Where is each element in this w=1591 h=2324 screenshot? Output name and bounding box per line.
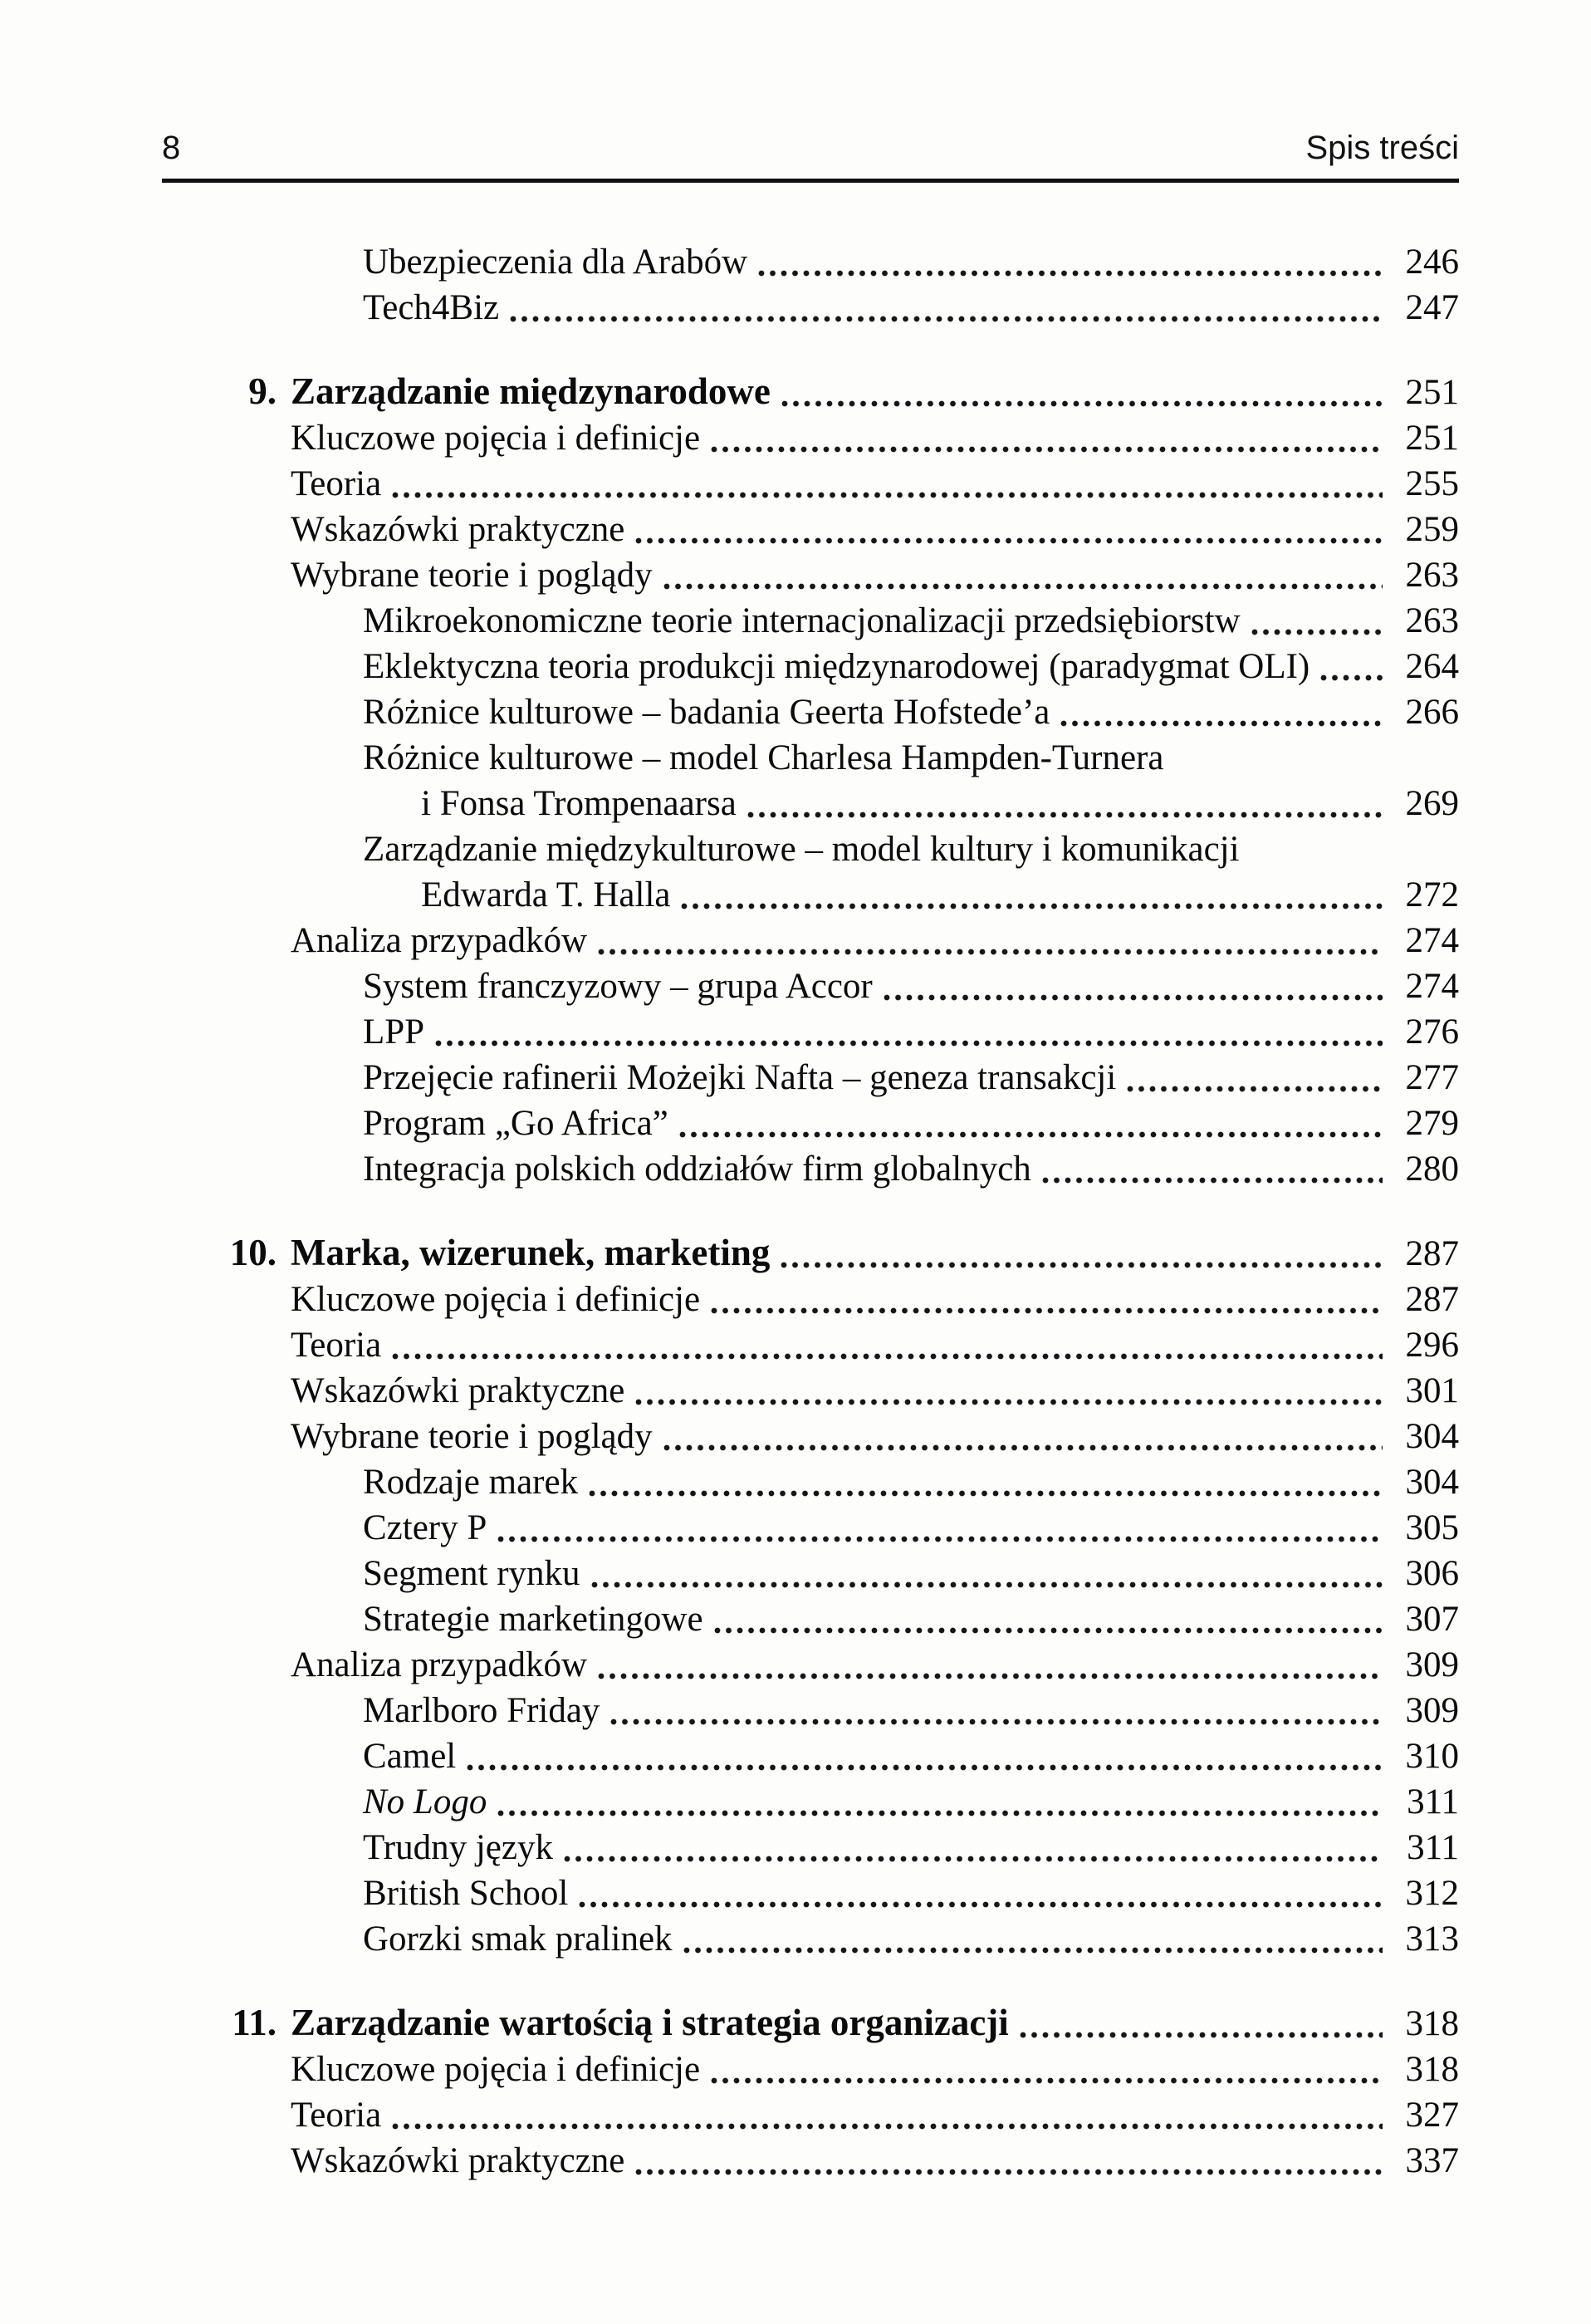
toc-entry-continuation: Edwarda T. Halla (421, 875, 671, 914)
toc-entry (162, 461, 1459, 507)
dot-leader (678, 1130, 1383, 1140)
entry-page-number: 311 (1407, 1782, 1459, 1821)
toc-entry-label: Wskazówki praktyczne (291, 510, 625, 549)
toc-entry-label: British School (363, 1874, 569, 1913)
toc (162, 239, 1459, 2184)
entry-page-number: 318 (1405, 2050, 1459, 2089)
entry-page-number: 304 (1405, 1463, 1459, 1502)
toc-entry (162, 2092, 1459, 2138)
dot-leader (747, 810, 1383, 820)
entry-page-number: 274 (1405, 921, 1459, 960)
entry-page-number: 279 (1405, 1104, 1459, 1143)
toc-entry-label: Wybrane teorie i poglądy (291, 1417, 653, 1456)
dot-leader (663, 581, 1383, 591)
toc-entry-label: Zarządzanie międzynarodowe (291, 370, 771, 412)
toc-entry-label: Mikroekonomiczne teorie internacjonalizacji przedsiębiorstw (363, 601, 1241, 640)
toc-entry-label: Zarządzanie międzykulturowe – model kultury i komunikacji (363, 830, 1240, 869)
toc-entry (162, 1009, 1459, 1055)
entry-page-number: 309 (1405, 1691, 1459, 1730)
entry-page-number: 309 (1405, 1645, 1459, 1684)
toc-entry (162, 1825, 1459, 1870)
entry-page-number: 296 (1405, 1326, 1459, 1365)
dot-leader (1041, 1175, 1383, 1185)
dot-leader (1019, 2030, 1383, 2040)
entry-page-number: 272 (1405, 875, 1459, 914)
entry-page-number: 318 (1405, 2004, 1459, 2043)
dot-leader (634, 536, 1383, 546)
toc-entry (162, 507, 1459, 552)
dot-leader (1060, 718, 1383, 728)
toc-entry-label: Różnice kulturowe – badania Geerta Hofstede’a (363, 693, 1050, 732)
entry-page-number: 306 (1405, 1554, 1459, 1593)
toc-entry-label: Teoria (291, 1326, 382, 1365)
dot-leader (780, 1260, 1383, 1270)
dot-leader (634, 2167, 1383, 2177)
toc-entry-label: Gorzki smak pralinek (363, 1920, 673, 1959)
toc-entry (162, 644, 1459, 689)
toc-entry-label: Rodzaje marek (363, 1463, 579, 1502)
toc-entry (162, 1642, 1459, 1688)
dot-leader (663, 1443, 1383, 1453)
entry-page-number: 259 (1405, 510, 1459, 549)
toc-entry-label: Wskazówki praktyczne (291, 2141, 625, 2180)
toc-entry-label: No Logo (363, 1782, 487, 1821)
dot-leader (391, 2121, 1383, 2131)
dot-leader (781, 399, 1383, 409)
toc-entry (162, 1733, 1459, 1779)
entry-page-number: 312 (1405, 1874, 1459, 1913)
toc-entry-label: Kluczowe pojęcia i definicje (291, 1280, 701, 1319)
entry-page-number: 255 (1405, 464, 1459, 503)
toc-entry-label: Teoria (291, 2096, 382, 2135)
toc-entry-label: Tech4Biz (363, 288, 500, 327)
entry-page-number: 246 (1405, 243, 1459, 282)
dot-leader (497, 1808, 1383, 1818)
toc-entry (162, 2000, 1459, 2047)
toc-entry (162, 552, 1459, 598)
dot-leader (1319, 673, 1383, 683)
toc-entry-label: Wskazówki praktyczne (291, 1371, 625, 1410)
entry-page-number: 276 (1405, 1012, 1459, 1052)
entry-page-number: 266 (1405, 693, 1459, 732)
entry-page-number: 327 (1405, 2096, 1459, 2135)
toc-entry (162, 369, 1459, 415)
entry-page-number: 251 (1405, 419, 1459, 458)
toc-entry-label: Integracja polskich oddziałów firm globalnych (363, 1150, 1031, 1189)
toc-entry-continuation: i Fonsa Trompenaarsa (421, 784, 737, 823)
toc-entry (162, 1916, 1459, 1962)
toc-entry (162, 918, 1459, 963)
dot-leader (590, 1580, 1383, 1590)
dot-leader (710, 444, 1383, 454)
entry-page-number: 263 (1405, 601, 1459, 640)
dot-leader (609, 1717, 1383, 1727)
toc-entry-label: Trudny język (363, 1828, 553, 1867)
toc-entry (162, 1505, 1459, 1551)
toc-entry (162, 1870, 1459, 1916)
entry-page-number: 287 (1405, 1234, 1459, 1273)
toc-entry-label: Analiza przypadków (291, 921, 587, 960)
dot-leader (1126, 1084, 1383, 1094)
toc-entry-label: Analiza przypadków (291, 1645, 587, 1684)
entry-page-number: 307 (1405, 1600, 1459, 1639)
dot-leader (597, 947, 1383, 957)
toc-entry-label: Wybrane teorie i poglądy (291, 556, 653, 595)
toc-entry-label: Przejęcie rafinerii Możejki Nafta – geneza transakcji (363, 1058, 1117, 1097)
dot-leader (883, 993, 1383, 1003)
entry-page-number: 304 (1405, 1417, 1459, 1456)
dot-leader (563, 1854, 1383, 1864)
chapter-number: 11. (232, 2002, 277, 2043)
entry-page-number: 310 (1405, 1737, 1459, 1776)
toc-entry (162, 1368, 1459, 1414)
toc-entry (162, 1230, 1459, 1277)
dot-leader (680, 901, 1383, 911)
toc-entry (162, 1596, 1459, 1642)
toc-entry (162, 689, 1459, 735)
toc-entry-label: Kluczowe pojęcia i definicje (291, 419, 701, 458)
toc-entry (162, 1322, 1459, 1368)
chapter-number: 9. (248, 370, 277, 412)
entry-page-number: 311 (1407, 1828, 1459, 1867)
toc-entry-label: Camel (363, 1737, 457, 1776)
dot-leader (588, 1488, 1383, 1498)
toc-entry (162, 598, 1459, 644)
dot-leader (391, 490, 1383, 500)
toc-entry-label: Teoria (291, 464, 382, 503)
toc-entry-label: Eklektyczna teoria produkcji międzynarodowej (paradygmat OLI) (363, 647, 1310, 686)
entry-page-number: 301 (1405, 1371, 1459, 1410)
dot-leader (434, 1038, 1383, 1048)
toc-entry-label: Zarządzanie wartością i strategia organizacji (291, 2002, 1009, 2043)
toc-entry-label: LPP (363, 1012, 425, 1052)
toc-entry (162, 2047, 1459, 2092)
toc-entry (162, 415, 1459, 461)
toc-entry (162, 285, 1459, 331)
dot-leader (578, 1900, 1383, 1910)
toc-entry (162, 1277, 1459, 1322)
dot-leader (710, 1306, 1383, 1316)
dot-leader (634, 1397, 1383, 1407)
entry-page-number: 305 (1405, 1508, 1459, 1547)
header-title: Spis treści (1305, 130, 1459, 166)
dot-leader (391, 1351, 1383, 1361)
toc-entry-label: Cztery P (363, 1508, 487, 1547)
entry-page-number: 313 (1405, 1920, 1459, 1959)
dot-leader (757, 268, 1383, 278)
dot-leader (497, 1534, 1383, 1544)
toc-entry (162, 826, 1459, 918)
entry-page-number: 287 (1405, 1280, 1459, 1319)
toc-entry-label: Marka, wizerunek, marketing (291, 1232, 771, 1273)
entry-page-number: 269 (1405, 784, 1459, 823)
toc-entry-label: Marlboro Friday (363, 1691, 600, 1730)
entry-page-number: 337 (1405, 2141, 1459, 2180)
dot-leader (710, 2076, 1383, 2086)
toc-entry-label: Program „Go Africa” (363, 1104, 668, 1143)
toc-entry (162, 2138, 1459, 2184)
toc-entry (162, 963, 1459, 1009)
entry-page-number: 274 (1405, 967, 1459, 1006)
entry-page-number: 247 (1405, 288, 1459, 327)
entry-page-number: 263 (1405, 556, 1459, 595)
book-page (162, 130, 1459, 2184)
toc-entry-label: Ubezpieczenia dla Arabów (363, 243, 748, 282)
toc-entry (162, 1779, 1459, 1825)
dot-leader (597, 1671, 1383, 1681)
toc-entry-label: Kluczowe pojęcia i definicje (291, 2050, 701, 2089)
toc-entry-label: System franczyzowy – grupa Accor (363, 967, 873, 1006)
page-number-header: 8 (162, 130, 181, 166)
page-header (162, 130, 1459, 183)
entry-page-number: 251 (1405, 373, 1459, 412)
dot-leader (683, 1945, 1383, 1955)
toc-entry (162, 1551, 1459, 1596)
toc-entry (162, 1459, 1459, 1505)
dot-leader (713, 1625, 1383, 1635)
toc-entry-label: Różnice kulturowe – model Charlesa Hampden-Turnera (363, 738, 1164, 777)
dot-leader (466, 1763, 1383, 1772)
entry-page-number: 277 (1405, 1058, 1459, 1097)
entry-page-number: 280 (1405, 1150, 1459, 1189)
toc-entry (162, 1688, 1459, 1733)
toc-entry (162, 1414, 1459, 1459)
toc-entry (162, 735, 1459, 826)
dot-leader (509, 314, 1383, 324)
toc-entry (162, 1055, 1459, 1101)
dot-leader (1251, 627, 1383, 637)
toc-entry-label: Strategie marketingowe (363, 1600, 703, 1639)
toc-entry-label: Segment rynku (363, 1554, 580, 1593)
toc-entry (162, 1146, 1459, 1192)
toc-entry (162, 1101, 1459, 1146)
toc-entry (162, 239, 1459, 285)
entry-page-number: 264 (1405, 647, 1459, 686)
chapter-number: 10. (229, 1232, 277, 1273)
